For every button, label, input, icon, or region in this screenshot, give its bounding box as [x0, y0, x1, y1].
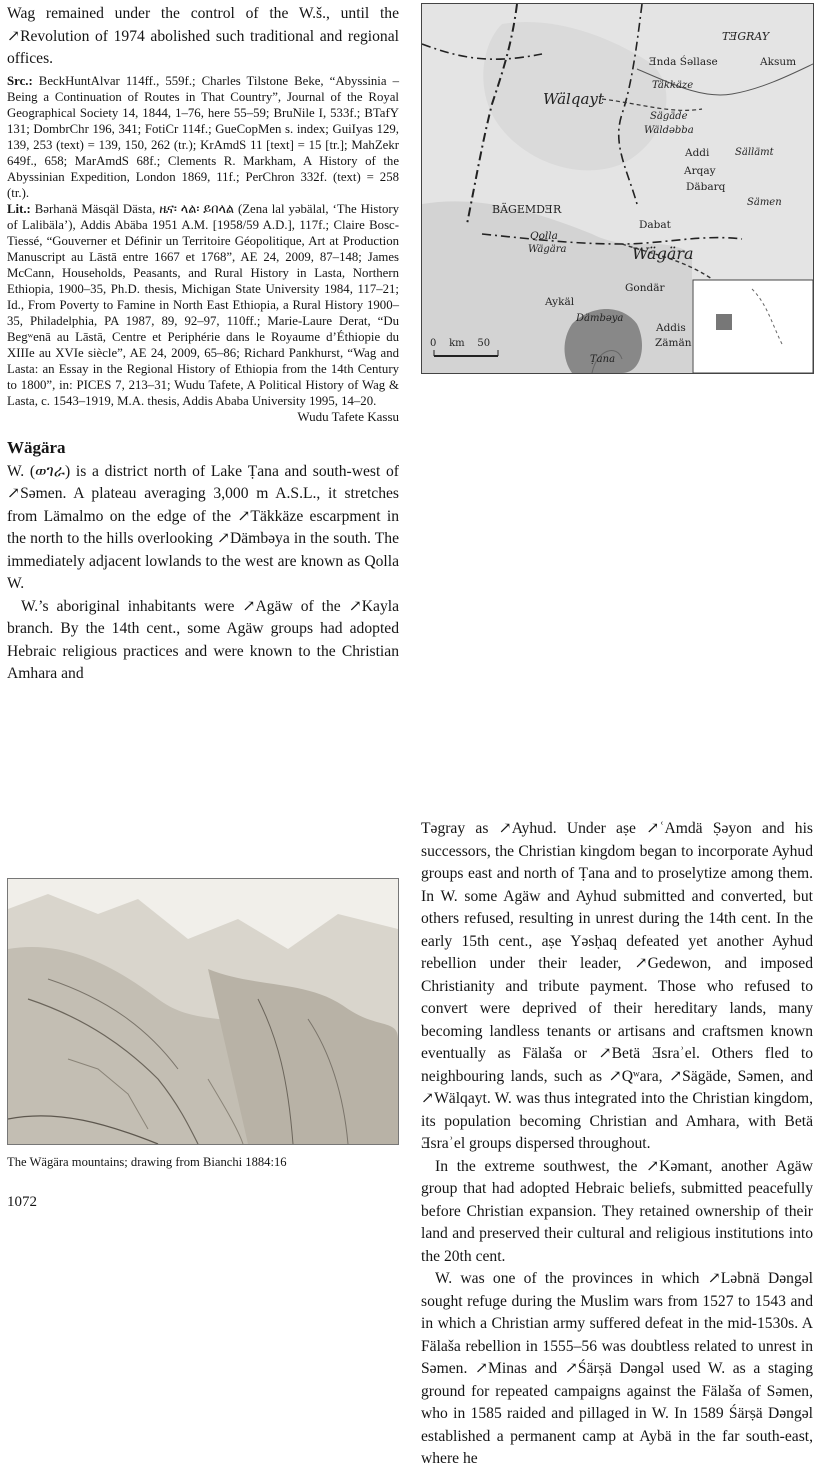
literature-label: Lit.:	[7, 201, 31, 216]
map-label-aksum: Aksum	[760, 56, 797, 68]
right-column	[421, 818, 813, 1471]
right-paragraph-3: W. was one of the provinces in which ↗Lǝbnä Dǝngǝl sought refuge during the Muslim wars from 1527 to 1543 and in which a Christian army suffered defeat in the mid-1530s. A Fälaša rebellion in 1555–56 was doubtless related to unrest in Sǝmen. ↗Minas and ↗Śärṣä Dǝngǝl used W. as a staging ground for repeated campaigns against the Fälaša of Sǝmen, who in 1585 raided and pillaged in W. In 1589 Śärṣä Dǝngǝl established a permanent camp at Aybä in the far south-east, where he	[421, 1270, 813, 1467]
intro-text: Wag remained under the control of the W.š., until the ↗Revolution of 1974 abolished such traditional and regional offices.	[7, 5, 399, 67]
map-label-takkaze: Täkkäze	[652, 80, 694, 91]
author-signature: Wudu Tafete Kassu	[297, 408, 399, 424]
sources-label: Src.:	[7, 73, 33, 88]
right-paragraph-1: Tǝgray as ↗Ayhud. Under aṣe ↗ʿAmdä Ṣǝyon and his successors, the Christian kingdom began to incorporate Ayhud groups east and north of Ṭana and to proselytize among them. In W. some Agäw and Ayhud submitted and converted, but others refused, resulting in unrest during the 14th cent. In the early 15th cent., aṣe Yǝsḥaq defeated yet another Ayhud rebellion under their leader, ↗Gedewon, and imposed Christianity and tribute payment. Those who refused to convert were deprived of their hereditary lands, many becoming landless tenants or artisans and craftsmen known eventually as Fälaša or ↗Betä Ǝsraʾel. Others fled to neighbouring lands, such as ↗Qʷara, ↗Sägäde, Sǝmen, and ↗Wälqayt. W. was thus integrated into the Christian kingdom, its population becoming Christian and Amhara, with Betä Ǝsraʾel groups dispersed throughout.	[421, 820, 813, 1152]
drawing-caption: The Wägära mountains; drawing from Bianchi 1884:16	[7, 1155, 287, 1169]
entry-paragraph-2: W.’s aboriginal inhabitants were ↗Agäw of the ↗Kayla branch. By the 14th cent., some Agäw groups had adopted Hebraic religious practices and were known to the Christian Amhara and	[7, 597, 399, 682]
literature	[7, 201, 399, 409]
mountain-illustration	[8, 879, 398, 1144]
map-label-aykal: Aykäl	[545, 296, 575, 308]
entry-headword: Wägära	[7, 437, 66, 457]
map-label-dambaya: Dämbǝya	[576, 313, 624, 324]
map-label-samen: Sämen	[747, 197, 782, 208]
map-label-tigray: TƎGRAY	[722, 30, 770, 43]
mountain-drawing	[7, 878, 399, 1145]
map-label-wagara: Wägära	[632, 244, 694, 263]
map-label-sallamt: Sällämt	[735, 147, 774, 158]
map-label-addis: Addis	[656, 322, 686, 334]
map-label-sagade: Sägäde	[650, 111, 688, 122]
map-label-qolla-wagara: Wägära	[528, 244, 567, 255]
left-column	[7, 3, 399, 686]
right-paragraph-2: In the extreme southwest, the ↗Kǝmant, another Agäw group that had adopted Hebraic beliefs, submitted peacefully before Christian expansion. They retained ownership of their land and preserved their cultural and religious institutions into the 20th cent.	[421, 1157, 813, 1265]
sources	[7, 73, 399, 201]
region-map	[421, 3, 814, 374]
literature-text: Bǝrhanä Mäsqäl Dästa, ዜና፡ ላል፡ ይበላል (Zena lal yǝbälal, ‘The History of Lalibäla’), Addis Abäba 1951 A.M. [1958/59 A.D.], 117f.; Claire Bosc-Tiessé, “Gouverner et Définir un Territoire Géopolitique, Art at Production Manuscript au Lāstā entre 1667 et 1768”, AE 24, 2009, 87–148; James McCann, Households, Peasants, and Rural History in Lasta, Northern Ethiopia, 1900–35, Ph.D. thesis, Michigan State University 1984, 117–21; Id., From Poverty to Famine in North East Ethiopia, a Rural History 1900–35, Philadelphia, PA 1987, 89, 92–97, 110ff.; Marie-Laure Derat, “Du Begʷenā au Lāstā, Centre et Periphérie dans le Royaume d’Éthiopie du XIIIe au XVIe siècle”, AE 24, 2009, 65–86; Richard Pankhurst, “Wag and Lasta: an Essay in the Regional History of Ethiopia from the 14th Century to 1800”, in: PICES 7, 213–31; Wudu Tafete, A Political History of Wag & Lasta, c. 1543–1919, M.A. thesis, Addis Ababa University 1995, 14–20.	[7, 201, 399, 408]
map-label-begemder: BÄGEMDƎR	[492, 203, 562, 216]
map-label-gondar: Gondär	[625, 282, 665, 294]
map-label-dabat: Dabat	[639, 219, 671, 231]
entry-paragraph-1: W. (ወገራ) is a district north of Lake Ṭana and south-west of ↗Sǝmen. A plateau averaging 3,000 m A.S.L., it stretches from Lämalmo on the edge of the ↗Täkkäze escarpment in the north to the hills overlooking ↗Dämbǝya in the south. The immediately adjacent lowlands to the west are known as Qolla W.	[7, 462, 399, 592]
map-label-tana: Ṭana	[590, 354, 616, 365]
map-label-waldabba: Wäldǝbba	[644, 125, 694, 136]
map-label-qolla: Qolla	[530, 230, 558, 242]
map-label-zaman: Zämän	[655, 337, 692, 349]
map-label-arqay: Arqay	[684, 165, 716, 177]
sources-text: BeckHuntAlvar 114ff., 559f.; Charles Tilstone Beke, “Abyssinia – Being a Continuation of Routes in That Country”, Journal of the Royal Geographical Society 14, 1844, 1–76, here 55–59; BruNile I, 533f.; BTafY 131; DombrChr 196, 341; FotiCr 114f.; GueCopMen s. index; GuiIyas 129, 139, 253 (text) = 139, 150, 262 (tr.); KrAmdS 11 [text] = 15 [tr.]; MahZekr 649f., 658; MarAmdS 68f.; Clements R. Markham, A History of the Abyssinian Expedition, London 1869, 11f.; PerChron 332f. (text) = 258 (tr.).	[7, 73, 400, 200]
map-label-inda-sellase: Ǝnda Śǝllase	[649, 56, 718, 68]
page-number: 1072	[7, 1194, 37, 1210]
map-scale: 0 km 50	[430, 338, 491, 349]
map-label-dabarq: Däbarq	[686, 181, 726, 193]
map-label-addi: Addi	[685, 147, 710, 159]
map-label-walqayt: Wälqayt	[543, 90, 604, 108]
